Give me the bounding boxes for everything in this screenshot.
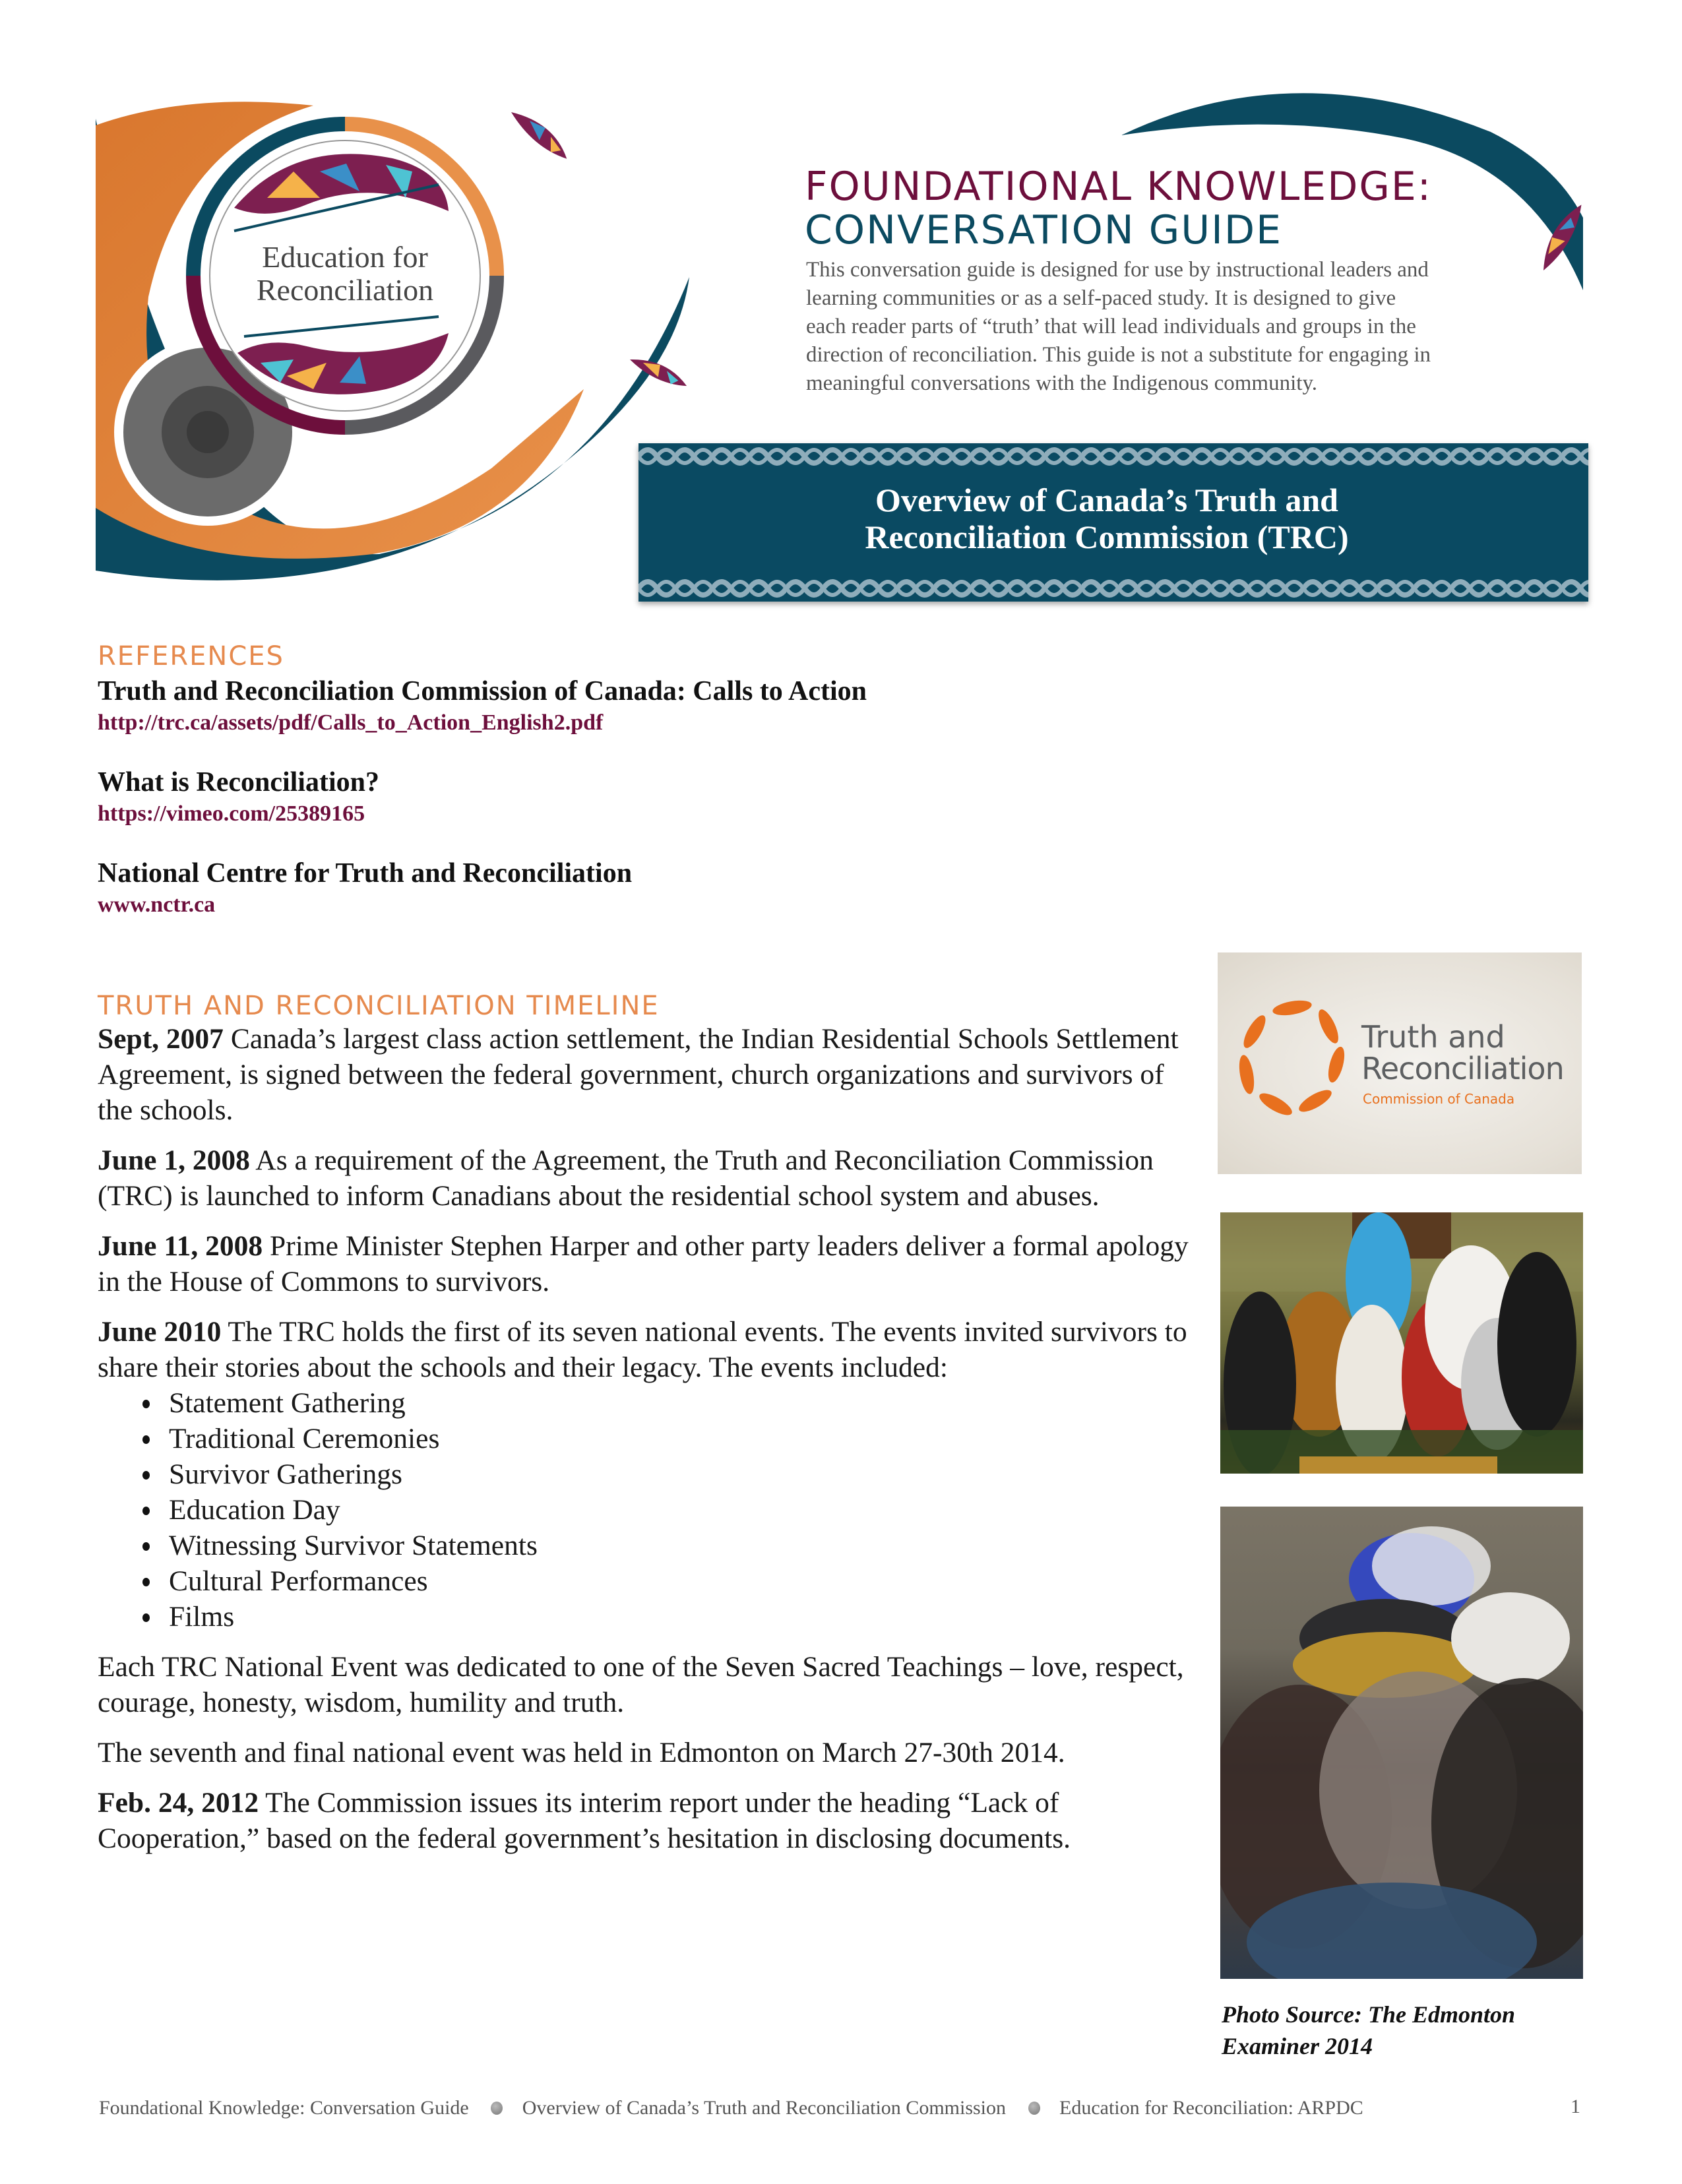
list-item: Statement Gathering — [169, 1385, 1206, 1421]
timeline-entry: Sept, 2007 Canada’s largest class action settlement, the Indian Residential Schools Settlement Agreement, is signed between the federal government, church organizations and survivors of the schools. — [98, 1023, 1179, 1126]
banner-title: Overview of Canada’s Truth and Reconciliation Commission (TRC) — [865, 482, 1349, 555]
list-item: Education Day — [169, 1492, 1206, 1528]
reference-item — [98, 674, 1153, 737]
svg-text:Reconciliation: Reconciliation — [256, 273, 434, 307]
list-item: Cultural Performances — [169, 1563, 1206, 1599]
trc-logo-image: Truth and Reconciliation Commission of Canada — [1218, 952, 1582, 1174]
flame-ring-icon — [1236, 999, 1348, 1117]
event-list — [98, 1385, 1206, 1635]
guide-title-line1: FOUNDATIONAL KNOWLEDGE: — [805, 164, 1433, 210]
bullet-dot-icon — [491, 2102, 503, 2115]
reference-link[interactable]: http://trc.ca/assets/pdf/Calls_to_Action_English2.pdf — [98, 710, 604, 735]
guide-intro: This conversation guide is designed for use by instructional leaders and learning communities or as a self-paced study. It is designed to give each reader parts of “truth’ that will lead individuals and groups in the direction of reconciliation. This guide is not a substitute for engaging in meaningful conversations with the Indigenous community. — [806, 258, 1431, 395]
reference-title: National Centre for Truth and Reconciliation — [98, 858, 633, 889]
list-item: Traditional Ceremonies — [169, 1421, 1206, 1456]
feather-icon — [507, 105, 573, 164]
timeline-heading: TRUTH AND RECONCILIATION TIMELINE — [98, 991, 660, 1021]
braid-border — [639, 575, 1588, 602]
reference-title: Truth and Reconciliation Commission of Canada: Calls to Action — [98, 676, 867, 706]
footer-org: Education for Reconciliation: ARPDC — [1059, 2097, 1363, 2119]
references-list — [98, 674, 1153, 920]
page-number: 1 — [1571, 2096, 1580, 2117]
timeline-body — [98, 1021, 1206, 1871]
page-footer — [99, 2095, 1590, 2120]
final-event-paragraph: The seventh and final national event was held in Edmonton on March 27-30th 2014. — [98, 1737, 1065, 1768]
list-item: Survivor Gatherings — [169, 1456, 1206, 1492]
reference-title: What is Reconciliation? — [98, 767, 379, 797]
reference-link[interactable]: https://vimeo.com/25389165 — [98, 801, 365, 826]
reference-link[interactable]: www.nctr.ca — [98, 892, 216, 917]
timeline-entry: June 1, 2008 As a requirement of the Agreement, the Truth and Reconciliation Commission (TRC) is launched to inform Canadians about the residential school system and abuses. — [98, 1144, 1154, 1212]
footer-guide-title: Foundational Knowledge: Conversation Guide — [99, 2097, 469, 2119]
photo-caption: Photo Source: The Edmonton Examiner 2014 — [1222, 2001, 1516, 2059]
svg-text:Education for: Education for — [262, 240, 428, 274]
list-item: Witnessing Survivor Statements — [169, 1528, 1206, 1563]
timeline-entry: Feb. 24, 2012 The Commission issues its interim report under the heading “Lack of Cooperation,” based on the federal government’s hesitation in disclosing documents. — [98, 1787, 1071, 1854]
teachings-paragraph: Each TRC National Event was dedicated to one of the Seven Sacred Teachings – love, respect, courage, honesty, wisdom, humility and truth. — [98, 1651, 1184, 1718]
references-heading: REFERENCES — [98, 641, 284, 671]
braid-border — [639, 443, 1588, 470]
reference-item — [98, 765, 1153, 828]
reference-item — [98, 856, 1153, 920]
bullet-dot-icon — [1028, 2102, 1040, 2115]
timeline-entry: June 2010 The TRC holds the first of its seven national events. The events invited survivors to share their stories about the schools and their legacy. The events included: — [98, 1316, 1187, 1383]
footer-overview-title: Overview of Canada’s Truth and Reconciliation Commission — [522, 2097, 1007, 2119]
overview-banner — [639, 443, 1588, 602]
guide-title-line2: CONVERSATION GUIDE — [805, 207, 1282, 253]
photo-house-of-commons — [1220, 1212, 1583, 1474]
photo-edmonton-embrace — [1220, 1507, 1583, 1979]
timeline-entry: June 11, 2008 Prime Minister Stephen Harper and other party leaders deliver a formal apology in the House of Commons to survivors. — [98, 1230, 1189, 1297]
list-item: Films — [169, 1599, 1206, 1635]
